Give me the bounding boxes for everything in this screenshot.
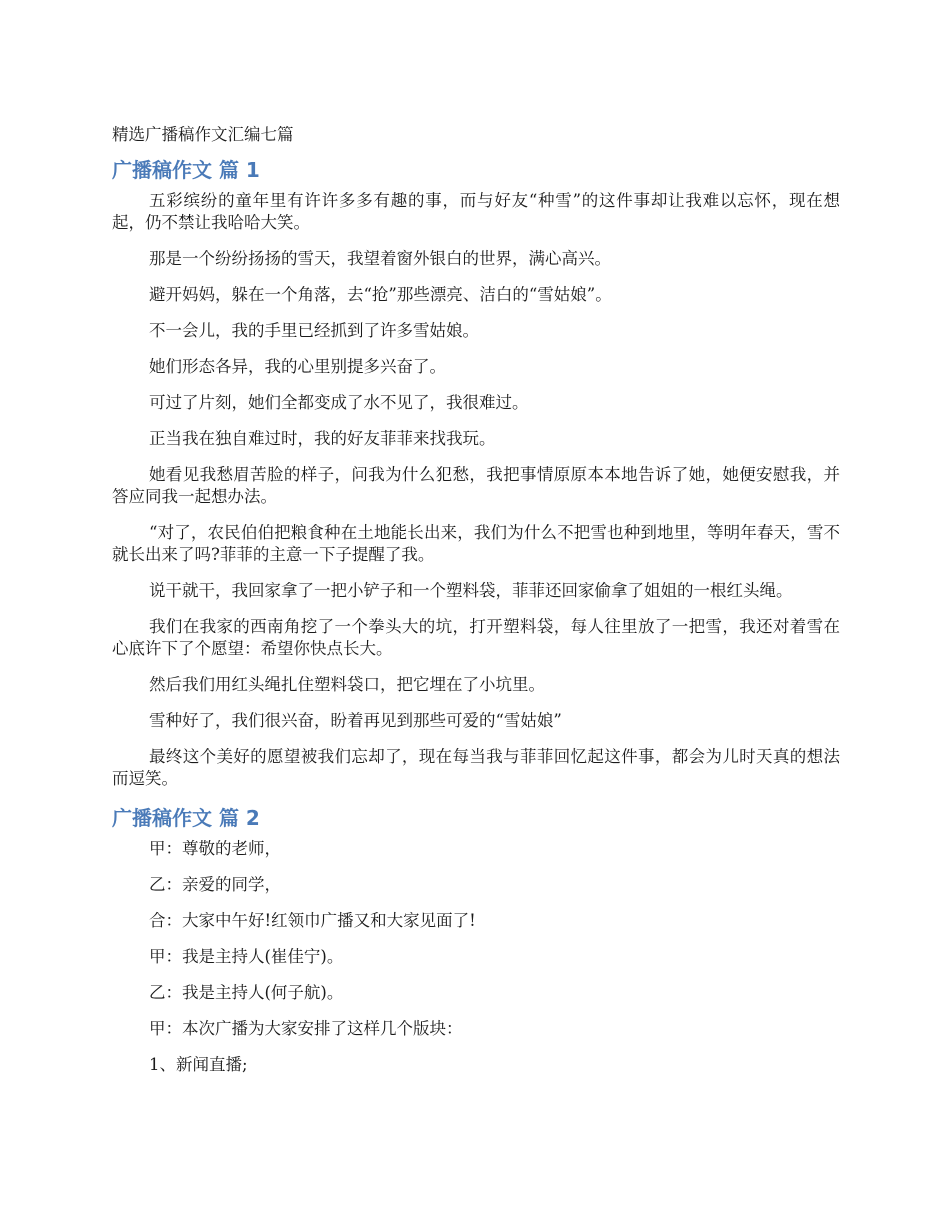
paragraph: 我们在我家的西南角挖了一个拳头大的坑，打开塑料袋，每人往里放了一把雪，我还对着雪在心底许下了个愿望：希望你快点长大。 — [112, 617, 840, 658]
paragraph: 最终这个美好的愿望被我们忘却了，现在每当我与菲菲回忆起这件事，都会为儿时天真的想法而逗笑。 — [112, 747, 840, 788]
paragraph: 正当我在独自难过时，我的好友菲菲来找我玩。 — [149, 429, 496, 448]
paragraph: 五彩缤纷的童年里有许许多多有趣的事，而与好友“种雪”的这件事却让我难以忘怀，现在想起，仍不禁让我哈哈大笑。 — [112, 191, 840, 232]
paragraph: 那是一个纷纷扬扬的雪天，我望着窗外银白的世界，满心高兴。 — [149, 249, 611, 268]
document-page — [112, 122, 840, 1090]
paragraph: 乙：亲爱的同学， — [149, 875, 281, 894]
paragraph: 甲：本次广播为大家安排了这样几个版块： — [149, 1019, 463, 1038]
section-heading: 广播稿作文 篇 2 — [112, 806, 260, 830]
paragraph: 甲：我是主持人(崔佳宁)。 — [149, 947, 344, 966]
document-title: 精选广播稿作文汇编七篇 — [112, 125, 294, 144]
paragraph: 合：大家中午好!红领巾广播又和大家见面了! — [149, 911, 476, 930]
section-heading: 广播稿作文 篇 1 — [112, 158, 260, 182]
paragraph: 她们形态各异，我的心里别提多兴奋了。 — [149, 357, 446, 376]
paragraph: 说干就干，我回家拿了一把小铲子和一个塑料袋，菲菲还回家偷拿了姐姐的一根红头绳。 — [149, 581, 793, 600]
paragraph: 1、新闻直播; — [149, 1055, 248, 1074]
paragraph: 乙：我是主持人(何子航)。 — [149, 983, 344, 1002]
paragraph: 不一会儿，我的手里已经抓到了许多雪姑娘。 — [149, 321, 479, 340]
paragraph: 甲：尊敬的老师， — [149, 839, 281, 858]
paragraph: “对了，农民伯伯把粮食种在土地能长出来，我们为什么不把雪也种到地里，等明年春天，雪不就长出来了吗?菲菲的主意一下子提醒了我。 — [112, 523, 840, 564]
paragraph: 然后我们用红头绳扎住塑料袋口，把它埋在了小坑里。 — [149, 675, 545, 694]
paragraph: 可过了片刻，她们全都变成了水不见了，我很难过。 — [149, 393, 529, 412]
paragraph: 她看见我愁眉苦脸的样子，问我为什么犯愁，我把事情原原本本地告诉了她，她便安慰我，并答应同我一起想办法。 — [112, 465, 840, 506]
paragraph: 避开妈妈，躲在一个角落，去“抢”那些漂亮、洁白的“雪姑娘”。 — [149, 285, 612, 304]
section-2 — [112, 804, 840, 1076]
paragraph: 雪种好了，我们很兴奋，盼着再见到那些可爱的“雪姑娘” — [149, 711, 562, 730]
section-1 — [112, 156, 840, 790]
